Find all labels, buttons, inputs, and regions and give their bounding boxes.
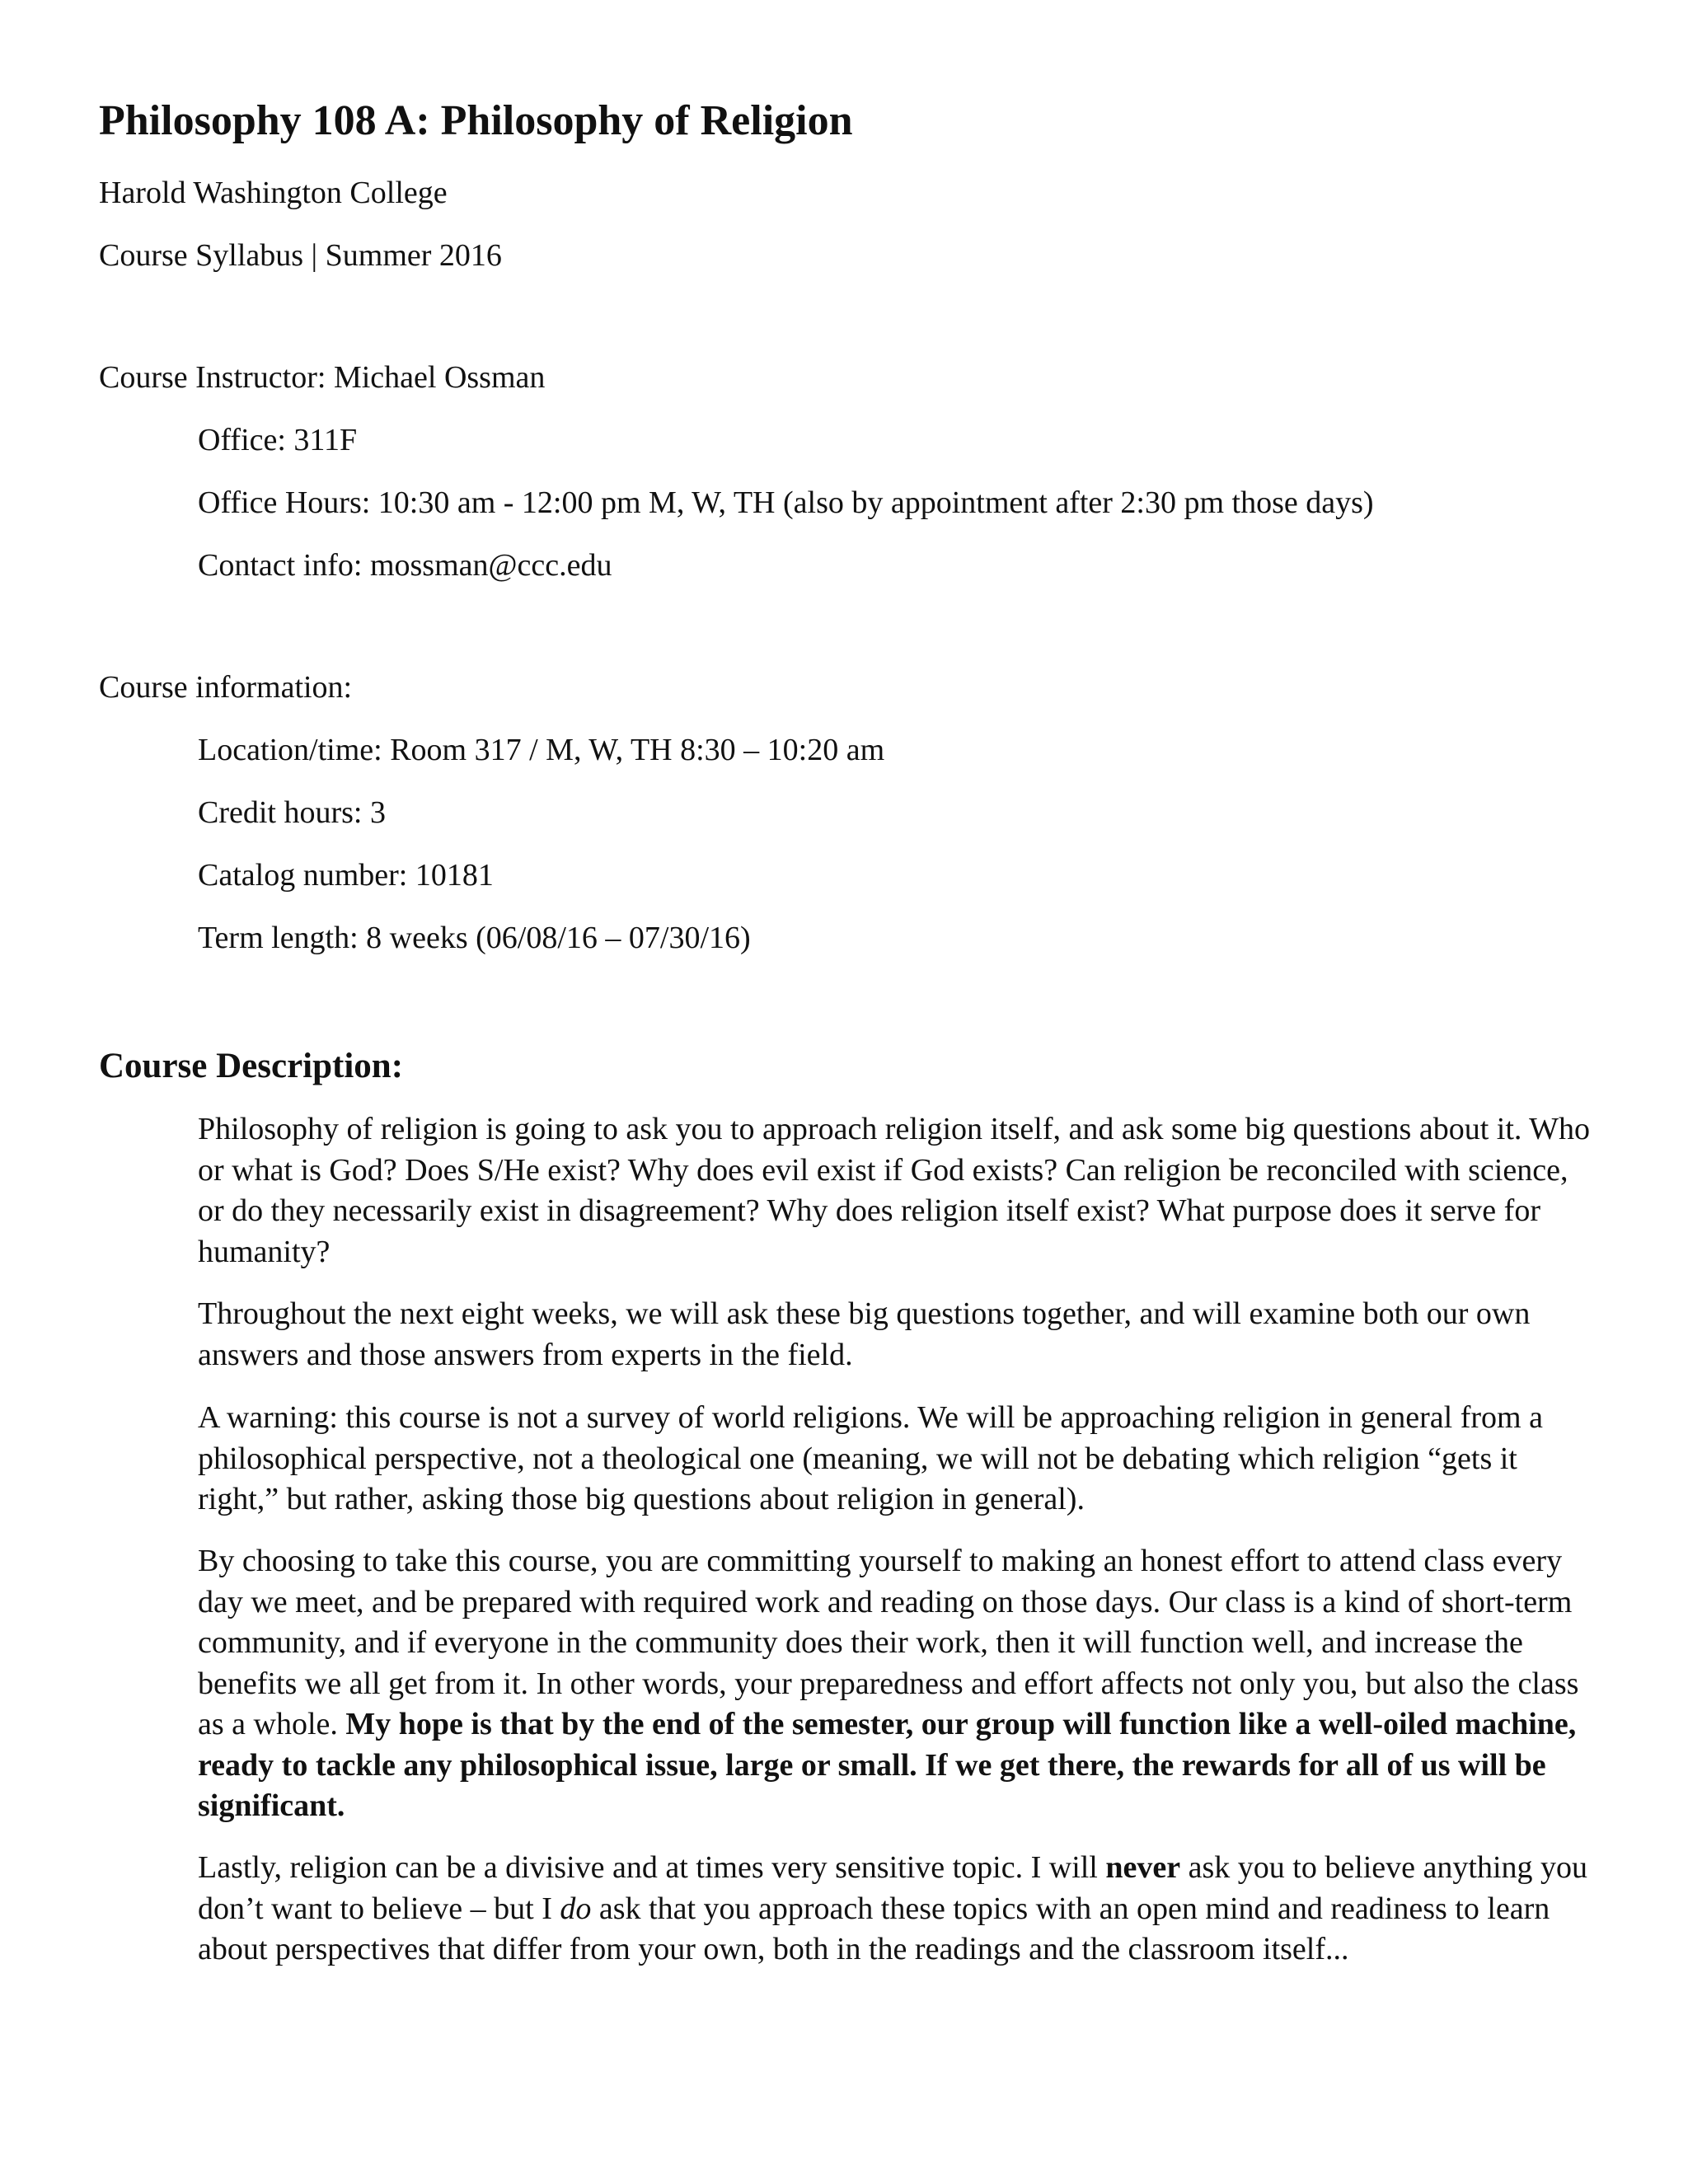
catalog-number: Catalog number: 10181: [198, 858, 494, 893]
office-hours: Office Hours: 10:30 am - 12:00 pm M, W, TH (also by appointment after 2:30 pm those days): [198, 485, 1374, 520]
location-time: Location/time: Room 317 / M, W, TH 8:30 – 10:20 am: [198, 733, 885, 767]
instructor-label: Course Instructor: Michael Ossman: [99, 360, 546, 395]
contact-info: Contact info: mossman@ccc.edu: [198, 548, 612, 583]
office-number: Office: 311F: [198, 423, 358, 457]
course-info-label: Course information:: [99, 670, 353, 705]
term-length: Term length: 8 weeks (06/08/16 – 07/30/16): [198, 921, 751, 955]
credit-hours: Credit hours: 3: [198, 795, 386, 830]
description-paragraph-4: [198, 1541, 1591, 1827]
description-paragraph-2: Throughout the next eight weeks, we will ask these big questions together, and will examine both our own answers and those answers from experts in the field.: [198, 1296, 1531, 1372]
paragraph-5-text-c: ask that you approach these topics with an open mind and readiness to learn about perspectives that differ from your own, both in the readings and the classroom itself...: [198, 1891, 1550, 1966]
description-paragraph-5: [198, 1848, 1591, 1971]
college-name: Harold Washington College: [99, 176, 448, 210]
course-title: Philosophy 108 A: Philosophy of Religion: [99, 97, 853, 144]
syllabus-term: Course Syllabus | Summer 2016: [99, 238, 502, 273]
paragraph-4-text: By choosing to take this course, you are committing yourself to making an honest effort to attend class every day we meet, and be prepared with required work and reading on those days. Our class is a kind of short-term community, and if everyone in the community does their work, then it will function well, and increase the benefits we all get from it. In other words, your preparedness and effort affects not only you, but also the class as a whole.: [198, 1544, 1579, 1741]
description-paragraph-1: Philosophy of religion is going to ask you to approach religion itself, and ask some big questions about it. Who or what is God? Does S/He exist? Why does evil exist if God exists? Can religion be reconciled with science, or do they necessarily exist in disagreement? Why does religion itself exist? What purpose does it serve for humanity?: [198, 1112, 1591, 1269]
description-paragraph-3: A warning: this course is not a survey of world religions. We will be approaching religion in general from a philosophical perspective, not a theological one (meaning, we will not be debating which religion “gets it right,” but rather, asking those big questions about religion in general).: [198, 1400, 1543, 1516]
paragraph-5-never-emphasis: never: [1105, 1850, 1181, 1885]
course-description-heading: Course Description:: [99, 1047, 404, 1085]
paragraph-5-do-emphasis: do: [560, 1891, 592, 1926]
paragraph-4-emphasis: My hope is that by the end of the semester, our group will function like a well-oiled machine, ready to tackle any philosophical issue, large or small. If we get there, the rewards for all of us will be significant.: [198, 1707, 1577, 1823]
paragraph-5-text-a: Lastly, religion can be a divisive and at times very sensitive topic. I will: [198, 1850, 1098, 1885]
paragraph-5-text-b: ask you to believe anything you don’t want to believe – but I: [198, 1850, 1588, 1926]
